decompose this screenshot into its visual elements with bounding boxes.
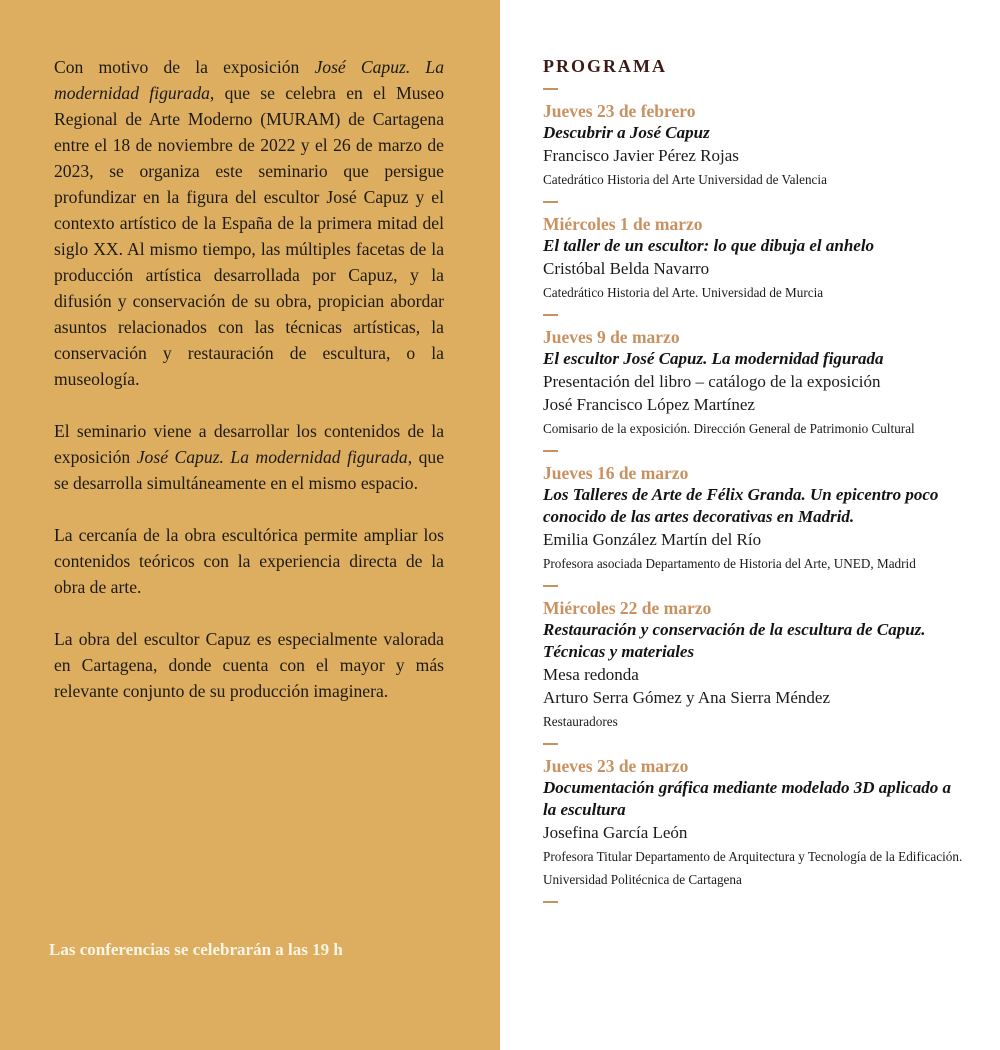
program-event <box>543 326 963 452</box>
event-date: Jueves 16 de marzo <box>543 463 689 483</box>
divider-dash <box>543 314 558 316</box>
intro-paragraph-4: La obra del escultor Capuz es especialmente valorada en Cartagena, donde cuenta con el mayor y más relevante conjunto de su producción imaginera. <box>54 629 444 701</box>
event-list <box>543 100 963 903</box>
event-title: Los Talleres de Arte de Félix Granda. Un epicentro poco conocido de las artes decorativas en Madrid. <box>543 485 939 526</box>
event-date: Jueves 23 de febrero <box>543 101 696 121</box>
exhibition-title-italic: José Capuz. La modernidad figurada <box>54 57 445 103</box>
intro-paragraph-3: La cercanía de la obra escultórica permite ampliar los contenidos teóricos con la experiencia directa de la obra de arte. <box>54 525 444 597</box>
intro-p2-text-before: El seminario viene a desarrollar los contenidos de la exposición <box>54 421 444 467</box>
event-affiliation: Comisario de la exposición. Dirección General de Patrimonio Cultural <box>543 421 915 436</box>
event-speaker: José Francisco López Martínez <box>543 395 755 414</box>
intro-text <box>54 54 444 730</box>
event-title: Descubrir a José Capuz <box>543 123 710 142</box>
programa-panel <box>543 54 963 913</box>
event-affiliation: Profesora asociada Departamento de Historia del Arte, UNED, Madrid <box>543 556 916 571</box>
event-affiliation: Restauradores <box>543 714 618 729</box>
event-title: El taller de un escultor: lo que dibuja el anhelo <box>543 236 875 255</box>
event-affiliation: Catedrático Historia del Arte. Universidad de Murcia <box>543 285 824 300</box>
intro-p1-text-before: Con motivo de la exposición <box>54 57 315 77</box>
event-title: El escultor José Capuz. La modernidad figurada <box>543 349 884 368</box>
programa-title: PROGRAMA <box>543 56 667 76</box>
intro-paragraph-2 <box>54 418 444 496</box>
divider-dash <box>543 901 558 903</box>
divider-dash <box>543 585 558 587</box>
schedule-note: Las conferencias se celebrarán a las 19 h <box>49 940 343 959</box>
event-affiliation: Catedrático Historia del Arte Universidad de Valencia <box>543 172 827 187</box>
event-title: Restauración y conservación de la escultura de Capuz. Técnicas y materiales <box>543 620 926 661</box>
event-date: Jueves 9 de marzo <box>543 327 680 347</box>
intro-p2-text-after: , que se desarrolla simultáneamente en el mismo espacio. <box>54 447 445 493</box>
intro-paragraph-1 <box>54 54 444 392</box>
event-speaker: Arturo Serra Gómez y Ana Sierra Méndez <box>543 688 831 707</box>
event-speaker: Emilia González Martín del Río <box>543 530 762 549</box>
divider-dash <box>543 201 558 203</box>
program-event <box>543 100 963 203</box>
event-affiliation: Profesora Titular Departamento de Arquitectura y Tecnología de la Edificación. Universidad Politécnica de Cartagena <box>543 849 963 887</box>
event-title: Documentación gráfica mediante modelado 3D aplicado a la escultura <box>543 778 951 819</box>
event-speaker: Francisco Javier Pérez Rojas <box>543 146 739 165</box>
program-event <box>543 213 963 316</box>
intro-p1-text-after: , que se celebra en el Museo Regional de Arte Moderno (MURAM) de Cartagena entre el 18 de noviembre de 2022 y el 26 de marzo de 2023, se organiza este seminario que persigue profundizar en la figura del escultor José Capuz y el contexto artístico de la España de la primera mitad del siglo XX. Al mismo tiempo, las múltiples facetas de la producción artística desarrollada por Capuz, y la difusión y conservación de su obra, propician abordar asuntos relacionados con las técnicas artísticas, la conservación y restauración de escultura, o la museología. <box>54 83 444 389</box>
divider-dash <box>543 450 558 452</box>
event-speaker: Josefina García León <box>543 823 688 842</box>
program-event <box>543 755 963 903</box>
program-event <box>543 597 963 745</box>
event-speaker: Cristóbal Belda Navarro <box>543 259 710 278</box>
event-date: Miércoles 1 de marzo <box>543 214 703 234</box>
divider-dash <box>543 743 558 745</box>
exhibition-title-italic: José Capuz. La modernidad figurada <box>136 447 408 467</box>
program-event <box>543 462 963 587</box>
event-subtitle: Presentación del libro – catálogo de la exposición <box>543 372 881 391</box>
event-subtitle: Mesa redonda <box>543 665 639 684</box>
divider-dash <box>543 88 558 90</box>
event-date: Jueves 23 de marzo <box>543 756 689 776</box>
event-date: Miércoles 22 de marzo <box>543 598 712 618</box>
